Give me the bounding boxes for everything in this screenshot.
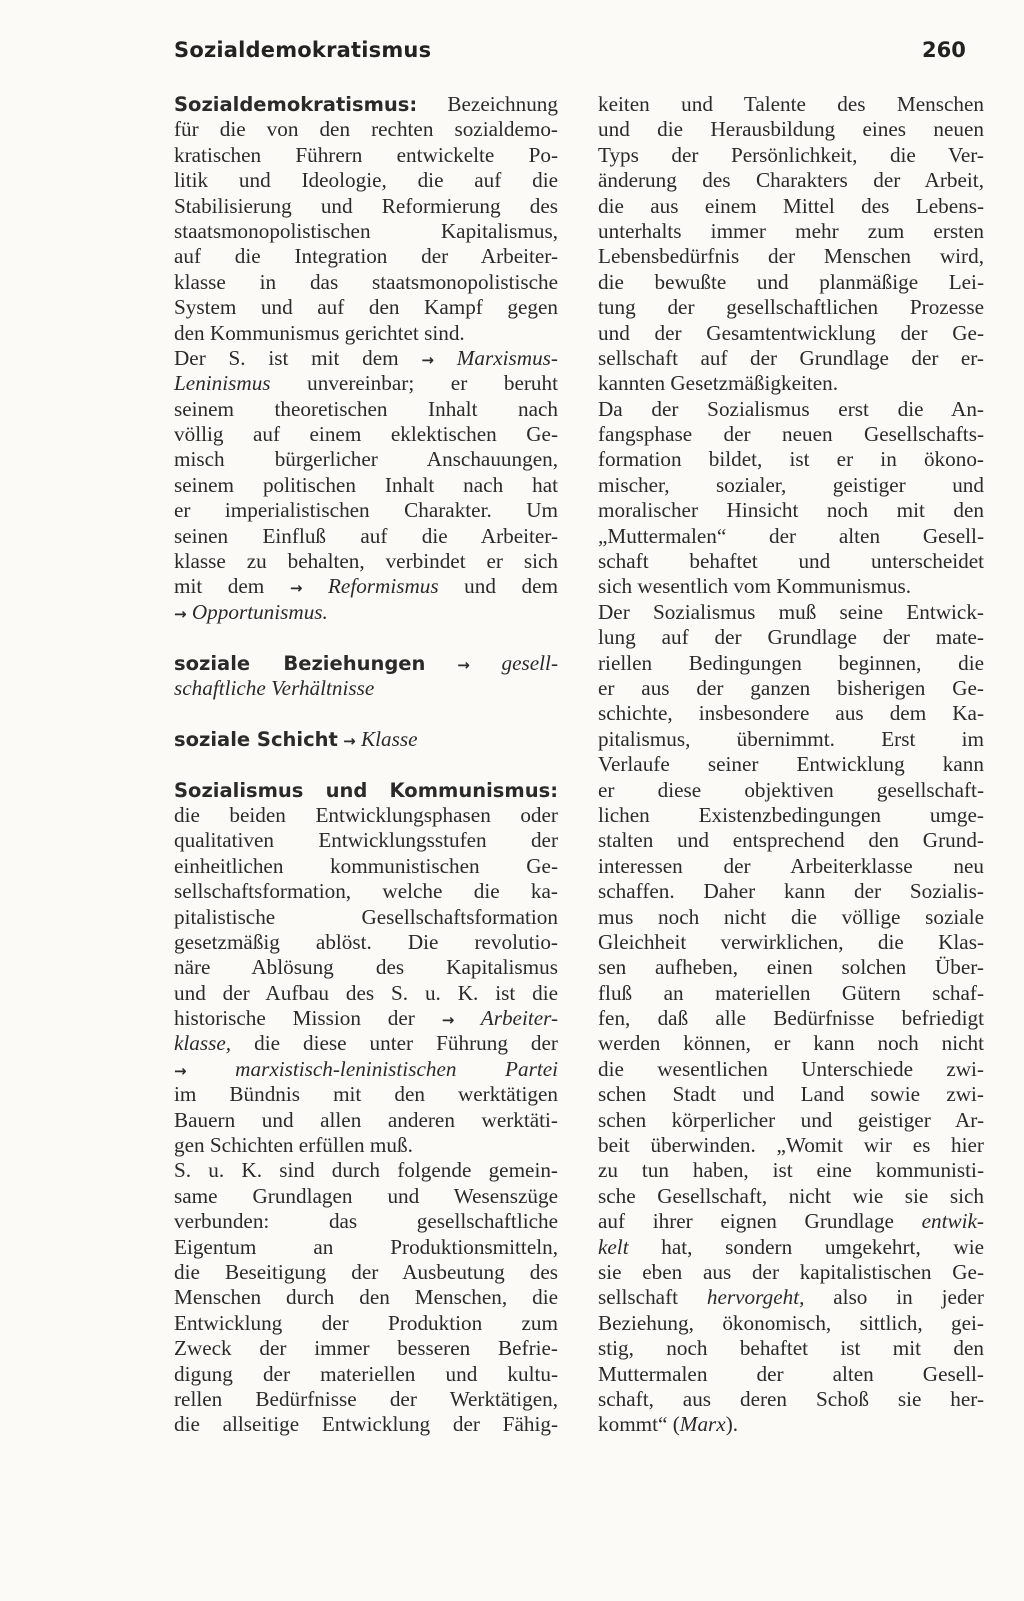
text-line xyxy=(174,92,558,117)
text-line xyxy=(174,549,558,574)
body-text: Beziehung, ökonomisch, sittlich, gei- xyxy=(598,1310,984,1335)
body-text: mischer, sozialer, geistiger und xyxy=(598,472,984,497)
text-line xyxy=(174,473,558,498)
text-line xyxy=(598,752,984,777)
text-line xyxy=(598,1260,984,1285)
entry-headword: Sozialismus und Kommunismus: xyxy=(174,778,558,802)
body-text: einheitlichen kommunistischen Ge- xyxy=(174,853,558,878)
arrow-icon: → xyxy=(457,655,470,674)
body-text: sellschaft xyxy=(598,1285,707,1310)
body-text: Muttermalen der alten Gesell- xyxy=(598,1361,984,1386)
arrow-icon: → xyxy=(174,604,187,623)
body-text xyxy=(425,651,457,675)
text-line xyxy=(174,270,558,295)
body-text: schaft, aus deren Schoß sie her- xyxy=(598,1386,984,1411)
body-text: Der S. ist mit dem xyxy=(174,345,422,370)
body-text: tung der gesellschaftlichen Prozesse xyxy=(598,295,984,320)
body-text: schen körperlicher und geistiger Ar- xyxy=(598,1107,984,1132)
text-line xyxy=(174,1285,558,1310)
entry-headword: soziale Schicht xyxy=(174,727,338,751)
text-line xyxy=(598,828,984,853)
text-line xyxy=(598,803,984,828)
body-text: rellen Bedürfnisse der Werktätigen, xyxy=(174,1386,558,1411)
body-text: Bezeichnung xyxy=(417,92,558,116)
cross-reference-text: gesell- xyxy=(469,650,558,675)
cross-reference-text: Leninismus xyxy=(174,371,271,396)
body-text: kommt“ ( xyxy=(598,1412,680,1437)
entry-headword: soziale Beziehungen xyxy=(174,651,426,675)
body-text: klasse zu behalten, verbindet er sich xyxy=(174,549,558,574)
body-text: schaffen. Daher kann der Sozialis- xyxy=(598,879,984,904)
text-line xyxy=(598,930,984,955)
text-line xyxy=(598,879,984,904)
text-line xyxy=(598,625,984,650)
arrow-icon: → xyxy=(441,1011,455,1030)
text-line xyxy=(174,422,558,447)
body-text: und der Aufbau des S. u. K. ist die xyxy=(174,980,558,1005)
text-line xyxy=(174,930,558,955)
cross-reference-text: Reformismus xyxy=(302,574,439,599)
body-text: und dem xyxy=(438,574,558,599)
running-title: Sozialdemokratismus xyxy=(174,38,432,62)
body-text: sie eben aus der kapitalistischen Ge- xyxy=(598,1259,984,1284)
text-line xyxy=(174,1006,558,1031)
body-text: Typs der Persönlichkeit, die Ver- xyxy=(598,142,984,167)
body-text: den Kommunismus gerichtet sind. xyxy=(174,320,465,345)
cross-reference-text: Opportunismus. xyxy=(186,599,328,624)
text-line xyxy=(598,600,984,625)
body-text: er imperialistischen Charakter. Um xyxy=(174,498,558,523)
body-text: seinen Einfluß auf die Arbeiter- xyxy=(174,523,558,548)
body-text: „Muttermalen“ der alten Gesell- xyxy=(598,523,984,548)
text-line xyxy=(598,397,984,422)
text-line xyxy=(174,1184,558,1209)
cross-reference-text: Marxismus- xyxy=(434,345,558,370)
body-text: moralischer Hinsicht noch mit den xyxy=(598,498,984,523)
text-line xyxy=(174,1082,558,1107)
entry-headword: Sozialdemokratismus: xyxy=(174,93,418,116)
arrow-icon: → xyxy=(289,579,303,598)
text-line xyxy=(174,651,558,676)
text-line xyxy=(598,498,984,523)
text-line xyxy=(174,879,558,904)
body-text: für die von den rechten sozialdemo- xyxy=(174,117,558,142)
text-line xyxy=(174,244,558,269)
body-text: seinem theoretischen Inhalt nach xyxy=(174,396,558,421)
text-line xyxy=(598,473,984,498)
body-text: historische Mission der xyxy=(174,1006,442,1031)
text-line xyxy=(598,168,984,193)
text-line xyxy=(174,1057,558,1082)
paragraph-gap xyxy=(174,701,558,726)
cross-reference-text: marxistisch-leninistischen Partei xyxy=(186,1056,558,1081)
body-text: keiten und Talente des Menschen xyxy=(598,92,984,116)
body-text: sellschaft auf der Grundlage der er- xyxy=(598,345,984,370)
body-text: sich wesentlich vom Kommunismus. xyxy=(598,574,912,599)
text-line xyxy=(174,854,558,879)
body-text: sche Gesellschaft, nicht wie sie sich xyxy=(598,1183,984,1208)
body-text: sen aufheben, einen solchen Über- xyxy=(598,955,984,980)
text-line xyxy=(598,1412,984,1437)
text-line xyxy=(174,1235,558,1260)
text-line xyxy=(598,524,984,549)
text-line xyxy=(598,676,984,701)
body-text: gen Schichten erfüllen muß. xyxy=(174,1133,413,1158)
text-line xyxy=(174,447,558,472)
body-text: fangsphase der neuen Gesellschafts- xyxy=(598,422,984,447)
body-text: schichte, insbesondere aus dem Ka- xyxy=(598,701,984,726)
body-text: auf ihrer eignen Grundlage xyxy=(598,1209,922,1234)
cross-reference-text: Klasse xyxy=(355,726,418,751)
cross-reference-text: Arbeiter- xyxy=(454,1006,559,1031)
body-text: die bewußte und planmäßige Lei- xyxy=(598,269,984,294)
body-text: die Beseitigung der Ausbeutung des xyxy=(174,1259,558,1284)
arrow-icon: → xyxy=(174,1061,187,1080)
body-text: änderung des Charakters der Arbeit, xyxy=(598,168,984,193)
text-line xyxy=(174,1336,558,1361)
body-text: kratischen Führern entwickelte Po- xyxy=(174,142,558,167)
text-line xyxy=(174,1260,558,1285)
text-line xyxy=(598,346,984,371)
cross-reference-text: klasse, xyxy=(174,1031,232,1056)
text-line xyxy=(598,549,984,574)
text-line xyxy=(598,1362,984,1387)
body-text: mus noch nicht die völlige soziale xyxy=(598,904,984,929)
text-line xyxy=(598,651,984,676)
text-line xyxy=(598,1057,984,1082)
body-text: klasse in das staatsmonopolistische xyxy=(174,269,558,294)
paragraph-gap xyxy=(174,625,558,650)
body-text: unterhalts immer mehr zum ersten xyxy=(598,218,984,243)
text-line xyxy=(598,92,984,117)
body-text: Menschen durch den Menschen, die xyxy=(174,1285,558,1310)
text-line xyxy=(174,1108,558,1133)
body-text: Lebensbedürfnis der Menschen wird, xyxy=(598,244,984,269)
body-text: Zweck der immer besseren Befrie- xyxy=(174,1336,558,1361)
text-line xyxy=(598,1133,984,1158)
body-text: verbunden: das gesellschaftliche xyxy=(174,1209,558,1234)
body-text: die aus einem Mittel des Lebens- xyxy=(598,193,984,218)
text-line xyxy=(598,321,984,346)
text-line xyxy=(598,981,984,1006)
body-text: fluß an materiellen Gütern schaf- xyxy=(598,980,984,1005)
text-line xyxy=(598,194,984,219)
body-text: lichen Existenzbedingungen umge- xyxy=(598,802,984,827)
text-line xyxy=(598,1235,984,1260)
text-line xyxy=(598,1158,984,1183)
body-text: und die Herausbildung eines neuen xyxy=(598,117,984,142)
body-text: kannten Gesetzmäßigkeiten. xyxy=(598,371,839,396)
text-line xyxy=(174,194,558,219)
body-text: auf die Integration der Arbeiter- xyxy=(174,244,558,269)
body-text: Gleichheit verwirklichen, die Klas- xyxy=(598,929,984,954)
body-text: Bauern und allen anderen werktäti- xyxy=(174,1107,558,1132)
body-text: pitalistische Gesellschaftsformation xyxy=(174,904,558,929)
body-text: lung auf der Grundlage der mate- xyxy=(598,625,984,650)
body-text: die beiden Entwicklungsphasen oder xyxy=(174,802,558,827)
body-text: Verlaufe seiner Entwicklung kann xyxy=(598,752,984,777)
text-line xyxy=(598,1184,984,1209)
text-line xyxy=(174,1362,558,1387)
text-line xyxy=(174,117,558,142)
body-text: die diese unter Führung der xyxy=(231,1031,558,1056)
text-line xyxy=(598,1311,984,1336)
body-text: er aus der ganzen bisherigen Ge- xyxy=(598,675,984,700)
text-line xyxy=(598,422,984,447)
body-text: also in jeder xyxy=(804,1285,984,1310)
text-line xyxy=(174,676,558,701)
text-line xyxy=(174,295,558,320)
body-text: fen, daß alle Bedürfnisse befriedigt xyxy=(598,1006,984,1031)
body-text: unvereinbar; er beruht xyxy=(270,371,558,396)
body-text: ). xyxy=(725,1412,739,1437)
page-number: 260 xyxy=(922,38,966,62)
text-line xyxy=(174,371,558,396)
text-line xyxy=(174,1209,558,1234)
body-text: beit überwinden. „Womit wir es hier xyxy=(598,1133,984,1158)
body-text: im Bündnis mit den werktätigen xyxy=(174,1082,558,1107)
text-line xyxy=(174,778,558,803)
body-text: Stabilisierung und Reformierung des xyxy=(174,193,558,218)
body-text: misch bürgerlicher Anschauungen, xyxy=(174,447,558,472)
text-line xyxy=(598,1031,984,1056)
body-text: zu tun haben, ist eine kommunisti- xyxy=(598,1158,984,1183)
arrow-icon: → xyxy=(343,731,356,750)
text-line xyxy=(174,905,558,930)
text-line xyxy=(598,143,984,168)
body-text: und der Gesamtentwicklung der Ge- xyxy=(598,320,984,345)
body-text: pitalismus, übernimmt. Erst im xyxy=(598,726,984,751)
text-line xyxy=(598,955,984,980)
body-text: mit dem xyxy=(174,574,290,599)
text-line xyxy=(174,498,558,523)
text-line xyxy=(598,295,984,320)
body-text: seinem politischen Inhalt nach hat xyxy=(174,472,558,497)
body-text: stalten und entsprechend den Grund- xyxy=(598,828,984,853)
cross-reference-text: schaftliche Verhältnisse xyxy=(174,675,375,700)
text-line xyxy=(598,778,984,803)
body-text: hat, sondern umgekehrt, wie xyxy=(628,1234,984,1259)
text-line xyxy=(174,1158,558,1183)
text-line xyxy=(174,143,558,168)
body-text: System und auf den Kampf gegen xyxy=(174,295,558,320)
text-line xyxy=(598,1082,984,1107)
text-line xyxy=(174,727,558,752)
body-text: schen Stadt und Land sowie zwi- xyxy=(598,1082,984,1107)
body-text: er diese objektiven gesellschaft- xyxy=(598,777,984,802)
text-line xyxy=(598,117,984,142)
body-text: die allseitige Entwicklung der Fähig- xyxy=(174,1412,558,1437)
text-line xyxy=(174,955,558,980)
text-line xyxy=(174,1311,558,1336)
paragraph-gap xyxy=(174,752,558,777)
text-line xyxy=(598,1006,984,1031)
text-line xyxy=(174,1387,558,1412)
text-line xyxy=(174,397,558,422)
body-text: stig, noch behaftet ist mit den xyxy=(598,1336,984,1361)
body-text: same Grundlagen und Wesenszüge xyxy=(174,1183,558,1208)
body-text: S. u. K. sind durch folgende gemein- xyxy=(174,1158,558,1183)
left-text-column xyxy=(174,92,558,1438)
text-line xyxy=(174,828,558,853)
body-text: werden können, er kann noch nicht xyxy=(598,1031,984,1056)
body-text: sellschaftsformation, welche die ka- xyxy=(174,879,558,904)
body-text: näre Ablösung des Kapitalismus xyxy=(174,955,558,980)
cross-reference-text: kelt xyxy=(598,1234,629,1259)
text-line xyxy=(174,981,558,1006)
body-text: staatsmonopolistischen Kapitalismus, xyxy=(174,218,558,243)
cross-reference-text: Marx xyxy=(679,1412,726,1437)
text-line xyxy=(598,371,984,396)
text-line xyxy=(598,219,984,244)
body-text: schaft behaftet und unterscheidet xyxy=(598,549,984,574)
text-line xyxy=(174,524,558,549)
body-text: Entwicklung der Produktion zum xyxy=(174,1310,558,1335)
text-line xyxy=(174,1031,558,1056)
text-line xyxy=(598,1285,984,1310)
body-text: Eigentum an Produktionsmitteln, xyxy=(174,1234,558,1259)
text-line xyxy=(174,346,558,371)
text-line xyxy=(598,905,984,930)
text-line xyxy=(174,600,558,625)
body-text: litik und Ideologie, die auf die xyxy=(174,168,558,193)
body-text: völlig auf einem eklektischen Ge- xyxy=(174,422,558,447)
text-line xyxy=(174,321,558,346)
text-line xyxy=(598,1209,984,1234)
text-line xyxy=(598,270,984,295)
text-line xyxy=(598,727,984,752)
arrow-icon: → xyxy=(421,350,434,369)
text-line xyxy=(598,854,984,879)
body-text: riellen Bedingungen beginnen, die xyxy=(598,650,984,675)
text-line xyxy=(174,168,558,193)
body-text: qualitativen Entwicklungsstufen der xyxy=(174,828,558,853)
cross-reference-text: hervorgeht, xyxy=(706,1285,805,1310)
text-line xyxy=(598,1108,984,1133)
right-text-column xyxy=(598,92,984,1438)
body-text: die wesentlichen Unterschiede zwi- xyxy=(598,1056,984,1081)
text-line xyxy=(174,1133,558,1158)
text-line xyxy=(174,219,558,244)
text-line xyxy=(174,574,558,599)
text-line xyxy=(174,1412,558,1437)
body-text: digung der materiellen und kultu- xyxy=(174,1361,558,1386)
body-text: Der Sozialismus muß seine Entwick- xyxy=(598,599,984,624)
text-line xyxy=(598,447,984,472)
text-line xyxy=(174,803,558,828)
text-line xyxy=(598,1336,984,1361)
body-text: Da der Sozialismus erst die An- xyxy=(598,396,984,421)
text-line xyxy=(598,574,984,599)
text-line xyxy=(598,244,984,269)
text-line xyxy=(598,701,984,726)
body-text: formation bildet, ist er in ökono- xyxy=(598,447,984,472)
cross-reference-text: entwik- xyxy=(921,1209,984,1234)
body-text: interessen der Arbeiterklasse neu xyxy=(598,853,984,878)
body-text: gesetzmäßig ablöst. Die revolutio- xyxy=(174,929,558,954)
text-line xyxy=(598,1387,984,1412)
